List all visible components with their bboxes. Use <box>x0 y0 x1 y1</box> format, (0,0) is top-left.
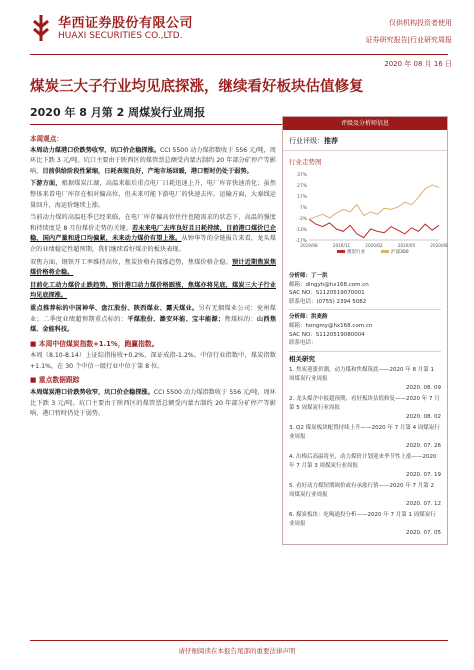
highlight-heading: ■ 本周中信煤炭指数+1.1%，跑赢指数。 <box>30 339 159 348</box>
analyst-label: 分析师： <box>289 314 312 321</box>
related-research-item[interactable]: 2. 龙头煤企中报超预期，看好板块估值修复——2020 年 7 月第 5 周煤炭行业周报 <box>289 396 440 411</box>
bold-text: 目前供给阶段性紧缩，日耗表现良好，产地市场回暖，港口暂时仍处于弱势。 <box>42 167 253 175</box>
bold-text: 本周动力煤港口价跌势收窄，坑口价企稳探涨。 <box>30 146 160 154</box>
rating-box <box>282 116 448 545</box>
x-tick-label: 2020/05 <box>397 243 416 248</box>
body-text-column <box>30 134 276 422</box>
paragraph <box>30 258 276 279</box>
paragraph <box>30 388 276 420</box>
bold-text: 下游方面， <box>30 180 62 188</box>
x-tick-label: 2019/11 <box>332 243 351 248</box>
related-research-item[interactable]: 3. Q2 煤炭板块配置持续上升——2020 年 7 月第 4 周煤炭行业周报 <box>289 425 440 440</box>
series-line-2 <box>309 185 439 219</box>
trend-chart-svg <box>287 170 448 260</box>
paragraph <box>30 351 276 372</box>
related-research-date: 2020. 07. 26 <box>406 442 441 449</box>
related-research-list <box>289 366 441 537</box>
paragraph <box>30 146 276 178</box>
analyst-phone: 联系电话：(0755) 2394 5082 <box>289 298 367 305</box>
analyst-row <box>289 313 441 322</box>
related-research-item[interactable]: 1. 焦炭迎涨价潮，动力煤和焦煤筑底——2020 年 8 月第 1 周煤炭行业周报 <box>289 367 434 382</box>
x-tick-label: 2019/08 <box>300 243 318 248</box>
analyst-sac: SAC NO：S1120519080004 <box>289 331 365 338</box>
analyst-label: 分析师： <box>289 273 312 279</box>
highlight-text: 重点数据跟踪 <box>38 376 80 385</box>
highlight-text: 本周中信煤炭指数+1.1%，跑赢指数。 <box>38 339 159 348</box>
y-tick-label: -3% <box>298 217 307 222</box>
report-header <box>0 0 474 58</box>
related-research-date: 2020. 08. 02 <box>406 413 441 420</box>
industry-rating <box>283 130 447 151</box>
analyst-sac: SAC NO：S1120519070001 <box>289 290 365 297</box>
related-research-item[interactable]: 6. 煤炭板块：吃喝通投分析——2020 年 7 月第 1 周煤炭行业周报 <box>289 512 436 527</box>
legend-swatch <box>337 250 345 253</box>
related-research-item[interactable]: 4. 出梅后高温将至，动力煤价计划迎来季节性上涨——2020 年 7 月第 3 周煤炭行业周报 <box>289 454 437 469</box>
bold-text: 若未来电厂去库良好且日耗持续，目前港口煤价已企稳，国内产量和进口均偏紧，未来动力煤价有望上涨。 <box>30 224 277 243</box>
page-subtitle: 2020 年 8 月第 2 周煤炭行业周报 <box>30 106 206 119</box>
bold-text: 山西焦煤、金能科技。 <box>30 315 277 334</box>
text: 焦煤标的： <box>224 315 257 323</box>
paragraph <box>30 304 276 336</box>
related-research-date: 2020. 07. 05 <box>406 529 441 536</box>
section-heading: 本周观点： <box>30 135 63 143</box>
huaxi-logo-icon <box>30 13 52 43</box>
company-name-en: HUAXI SECURITIES CO.,LTD. <box>58 31 183 41</box>
sidebar <box>282 116 448 545</box>
y-tick-label: 17% <box>296 195 307 200</box>
paragraph <box>30 179 276 211</box>
divider <box>289 351 441 352</box>
analyst-contact: 联系电话： <box>289 340 317 347</box>
analyst-email: 邮箱：hongmy@hx168.com.cn <box>289 322 373 329</box>
bold-text: 本周煤炭港口价跌势收窄，坑口价企稳探涨。 <box>30 389 154 397</box>
legend-swatch <box>381 250 389 253</box>
y-tick-label: 27% <box>296 184 307 189</box>
x-tick-label: 2020/08 <box>430 243 448 248</box>
text: CCI 5500 动力煤指数收于 556 元/吨，周环比下跌 3 元/吨。坑口主要由于陕西区的煤管票总额受内蒙古制约 20 年部分矿停产等影响， <box>30 146 276 175</box>
text: 当前动力煤的高温旺季已经来临，在电厂库存偏高位往往也随需求的状态下，高温的强度和持续度是 8 月份煤价走势的关键。 <box>30 214 276 232</box>
y-tick-label: 7% <box>299 206 307 211</box>
related-research-heading: 相关研究 <box>289 354 315 363</box>
company-name-cn: 华西证券股份有限公司 <box>58 16 194 31</box>
footer-divider <box>30 640 448 641</box>
report-date: 2020 年 08 月 16 日 <box>384 60 452 68</box>
legend-label: 煤炭行业 <box>347 250 365 255</box>
bold-text: 重点推荐标的中国神华、盘江股份、陕西煤业、露天煤业。 <box>30 304 199 312</box>
y-tick-label: -13% <box>295 228 307 233</box>
analyst-email: 邮箱：dingyh@hx168.com.cn <box>289 281 369 288</box>
rating-value: 推荐 <box>324 137 338 145</box>
breadcrumb: 证券研究报告|行业研究周报 <box>365 36 452 44</box>
highlight-heading: ■ 重点数据跟踪 <box>30 376 80 385</box>
bold-text: 目前化工动力煤价止跌趋势，预计港口动力煤价格跟涨，焦煤亦将见底，煤炭三大子行业均见底探涨。 <box>30 281 276 300</box>
bold-text: 预计近期焦炭焦煤价格将企稳。 <box>30 258 277 277</box>
analyst-row <box>289 272 441 281</box>
paragraph <box>30 281 276 302</box>
trend-chart <box>283 168 447 268</box>
y-tick-label: 37% <box>296 173 307 178</box>
text: 双焦方面，钢铁开工率维持高位，焦炭价格有探涨趋势，焦煤价格企稳。 <box>30 258 232 266</box>
text: CCI 5500 动力煤指数收于 556 元/吨，周环比下跌 3 元/吨。坑口主要由于陕西区的煤管票总额受内蒙古制约 20 年部分矿停产等影响，港口暂时仍处于弱势。 <box>30 389 276 418</box>
text: 从钟华等的全链报告来看，龙头煤企的业绩稳定性超预期，我们继续看好煤企的板块表现。 <box>30 235 277 253</box>
text: 另有无烟煤业公司：兖州煤业；二季度业绩超预期重点标的： <box>30 304 276 323</box>
legend-label: 沪深300 <box>391 250 409 255</box>
page-title: 煤炭三大子行业均见底探涨，继续看好板块估值修复 <box>30 79 364 95</box>
rating-box-header: 评级及分析师信息 <box>283 117 447 130</box>
trend-chart-title: 行业走势图 <box>289 158 322 166</box>
footer-disclaimer: 请仔细阅读在本报告尾部的重要法律声明 <box>178 647 296 655</box>
y-tick-label: -17% <box>295 239 307 244</box>
analyst-name: 洪麦韵 <box>311 314 328 321</box>
tagline: 仅供机构投资者使用 <box>389 19 452 27</box>
related-research-date: 2020. 07. 19 <box>406 471 441 478</box>
text: 根据煤炭江湖，高温来临后重点电厂日耗迅速上升，电厂库存快速消化；虽然整体来看电厂库存在相对偏高位，但未来可能下游电厂的快速去库。运输方面，大秦线运量回升，海运价继续上涨。 <box>30 180 277 209</box>
bold-text: 平煤股份、潞安环能、宝丰能源； <box>127 315 225 323</box>
analyst-name: 丁一洪 <box>311 273 328 279</box>
paragraph <box>30 213 276 255</box>
text: 本周（8.10-8.14）上证综指报收+0.2%，深证成指-1.2%。中信行业指数中，煤炭指数+1.1%，在 30 个中信一级行业中位于第 8 位。 <box>30 352 276 370</box>
related-research-date: 2020. 07. 12 <box>406 500 441 507</box>
series-line-1 <box>309 219 439 237</box>
x-tick-label: 2020/02 <box>365 243 383 248</box>
related-research-item[interactable]: 5. 看好动力煤短期调价或有承涨行情——2020 年 7 月第 2 周煤炭行业周报 <box>289 483 434 498</box>
rating-label: 行业评级： <box>289 137 324 145</box>
related-research-date: 2020. 08. 09 <box>406 384 441 391</box>
divider <box>289 309 441 310</box>
header-divider <box>30 54 448 55</box>
analyst-info <box>283 268 447 544</box>
